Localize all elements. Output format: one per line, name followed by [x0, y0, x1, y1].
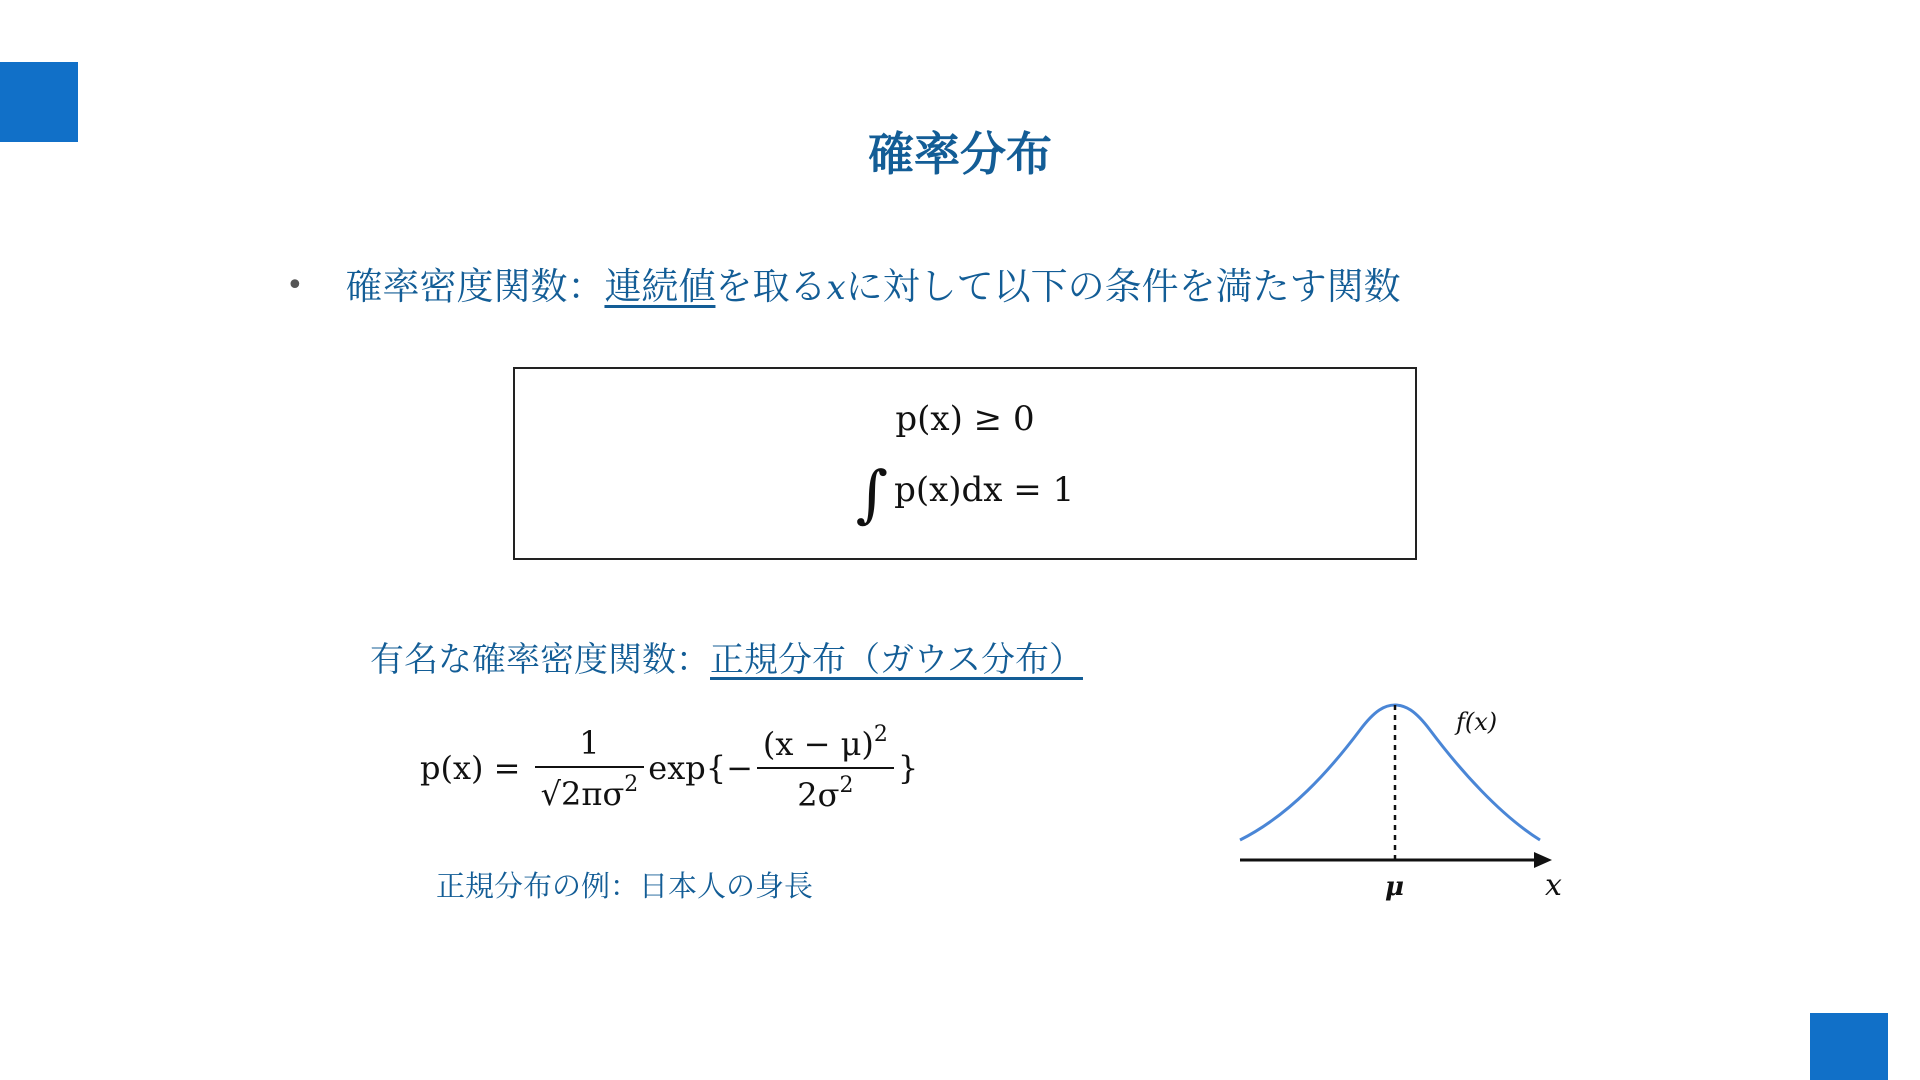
- exponent-denominator-text: 2σ: [797, 776, 840, 814]
- coefficient-denominator-text: √2πσ: [540, 774, 625, 813]
- exponent-denominator-power: 2: [839, 773, 854, 798]
- bullet-text-b: に対して以下の条件を満たす関数: [845, 265, 1401, 308]
- coefficient-denominator-exponent: 2: [624, 771, 639, 797]
- famous-underlined: 正規分布（ガウス分布）: [710, 640, 1083, 680]
- mean-label: μ: [1385, 872, 1405, 902]
- gaussian-formula: [420, 722, 918, 814]
- exponent-numerator: [757, 722, 894, 767]
- condition-nonnegative: p(x) ≥ 0: [895, 399, 1035, 439]
- bullet-definition: [286, 256, 1401, 310]
- example-caption: 正規分布の例：日本人の身長: [436, 869, 814, 903]
- exp-close-brace: }: [897, 749, 919, 787]
- gaussian-lhs: p(x) =: [420, 749, 521, 787]
- curve-label: f(x): [1456, 708, 1498, 736]
- exp-prefix: exp{−: [648, 749, 753, 787]
- coefficient-denominator: [535, 766, 645, 813]
- condition-normalization-text: p(x)dx = 1: [894, 470, 1075, 510]
- exponent-fraction: [757, 722, 894, 814]
- bullet-dot-icon: •: [286, 268, 304, 303]
- integral-symbol: ∫: [855, 457, 889, 530]
- x-axis-arrow-icon: [1534, 852, 1552, 868]
- bullet-variable: x: [826, 268, 846, 308]
- exponent-numerator-text: (x − μ): [762, 725, 874, 763]
- famous-label: 有名な確率密度関数：: [370, 640, 710, 680]
- condition-formula-box: [513, 367, 1417, 560]
- x-axis-label: x: [1545, 868, 1562, 903]
- gaussian-coefficient: [535, 724, 645, 813]
- normal-distribution-plot: [1230, 680, 1590, 910]
- exponent-denominator: [757, 767, 894, 814]
- bullet-text-a: を取る: [715, 265, 827, 308]
- famous-distribution-heading: [370, 632, 1083, 681]
- condition-normalization: [515, 457, 1415, 530]
- exponent-numerator-power: 2: [873, 722, 888, 747]
- coefficient-numerator: 1: [579, 723, 600, 762]
- corner-decoration-bottom-right: [1810, 1013, 1888, 1080]
- bullet-label: 確率密度関数：: [345, 265, 605, 308]
- slide-title: 確率分布: [868, 127, 1052, 181]
- bullet-underlined-term: 連続値: [604, 265, 716, 308]
